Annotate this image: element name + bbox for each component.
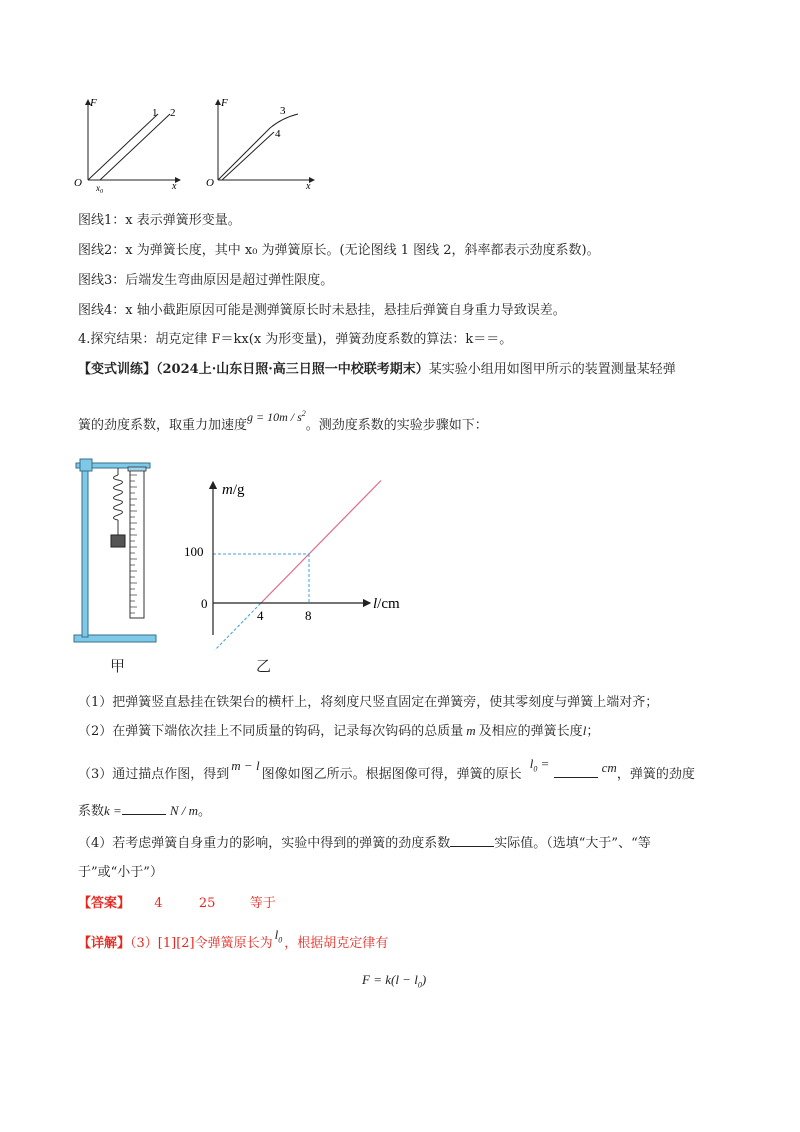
line-2 (100, 114, 170, 180)
answer-3: 等于 (249, 896, 276, 911)
y-axis-label: m/g (222, 482, 245, 498)
left-x-label: x (172, 181, 177, 192)
variant-line2: 簧的劲度系数，取重力加速度$g = 10m / s^2$。测劲度系数的实验步骤如下： (78, 409, 488, 433)
answer-tag: 【答案】 (78, 896, 131, 911)
answer-blank-compare[interactable] (450, 834, 494, 847)
line-desc-4: 图线4：x 轴小截距原因可能是测弹簧原长时未悬挂，悬挂后弹簧自身重力导致误差。 (78, 303, 566, 318)
variant-text1: 某实验小组用如图甲所示的装置测量某轻弹 (428, 362, 676, 377)
fig1-graphs (70, 94, 330, 194)
apparatus-figure (70, 455, 165, 670)
x-axis-label: l/cm (373, 596, 400, 612)
label-3: 3 (280, 105, 286, 117)
step-2: （2）在弹簧下端依次挂上不同质量的钩码，记录每次钩码的总质量 m 及相应的弹簧长度l； (78, 723, 600, 739)
series-line (261, 481, 381, 604)
answer-2: 25 (198, 896, 216, 911)
line-1 (88, 114, 158, 180)
label-1: 1 (152, 107, 158, 119)
detail-tag: 【详解】 (78, 936, 131, 951)
left-x0-label: $x_0$ (96, 183, 103, 194)
right-x-label: x (306, 181, 311, 192)
caption-yi: 乙 (256, 657, 272, 675)
answer-blank-k[interactable] (122, 802, 166, 815)
line-desc-1: 图线1：x 表示弹簧形变量。 (78, 213, 241, 228)
step-1: （1）把弹簧竖直悬挂在铁架台的横杆上，将刻度尺竖直固定在弹簧旁，使其零刻度与弹簧上端对齐； (78, 695, 659, 710)
g-formula: $g = 10m / s^2$ (247, 409, 306, 424)
tick-x-4: 4 (257, 608, 264, 623)
dashed-extension (213, 603, 261, 650)
label-2: 2 (170, 107, 176, 119)
tick-zero: 0 (201, 596, 208, 611)
right-f-label: F (221, 97, 228, 109)
result-line: 4.探究结果：胡克定律 F＝kx(x 为形变量)，弹簧劲度系数的算法：k＝＝。 (78, 332, 513, 347)
caption-jia: 甲 (110, 657, 126, 675)
answer-1: 4 (154, 896, 163, 911)
m-l-chart (180, 470, 410, 650)
variant-header (78, 361, 676, 379)
line-desc-2: 图线2：x 为弹簧长度，其中 x₀ 为弹簧原长。(无论图线 1 图线 2，斜率都表示劲度系数)。 (78, 243, 600, 258)
hooke-formula: $F = k(l - l_0)$ (362, 972, 427, 990)
line-desc-3: 图线3：后端发生弯曲原因是超过弹性限度。 (78, 273, 334, 288)
detail-line: 【详解】（3）[1][2]令弹簧原长为$l_0$ ，根据胡克定律有 (78, 927, 389, 951)
answer-blank-l0[interactable] (554, 765, 598, 778)
step-4: （4）若考虑弹簧自身重力的影响，实验中得到的弹簧的劲度系数 实际值。（选填“大于”、“等 (78, 836, 651, 851)
step-3: （3）通过描点作图，得到m − l图像如图乙所示。根据图像可得，弹簧的原长 $l_0$ = cm，弹簧的劲度 (78, 756, 695, 782)
variant-tag: 【变式训练】 (78, 362, 157, 377)
tick-y-100: 100 (184, 544, 204, 559)
variant-source: （2024上·山东日照·高三日照一中校联考期末） (156, 362, 429, 377)
left-o-label: O (74, 177, 82, 189)
answer-line (78, 895, 276, 913)
right-o-label: O (206, 177, 214, 189)
step-4-cont: 于”或“小于”） (78, 865, 163, 880)
left-f-label: F (90, 97, 97, 109)
label-4: 4 (275, 128, 281, 140)
line-4 (222, 132, 274, 180)
tick-x-8: 8 (305, 608, 312, 623)
step-3-cont: 系数k = N / m。 (78, 803, 211, 819)
